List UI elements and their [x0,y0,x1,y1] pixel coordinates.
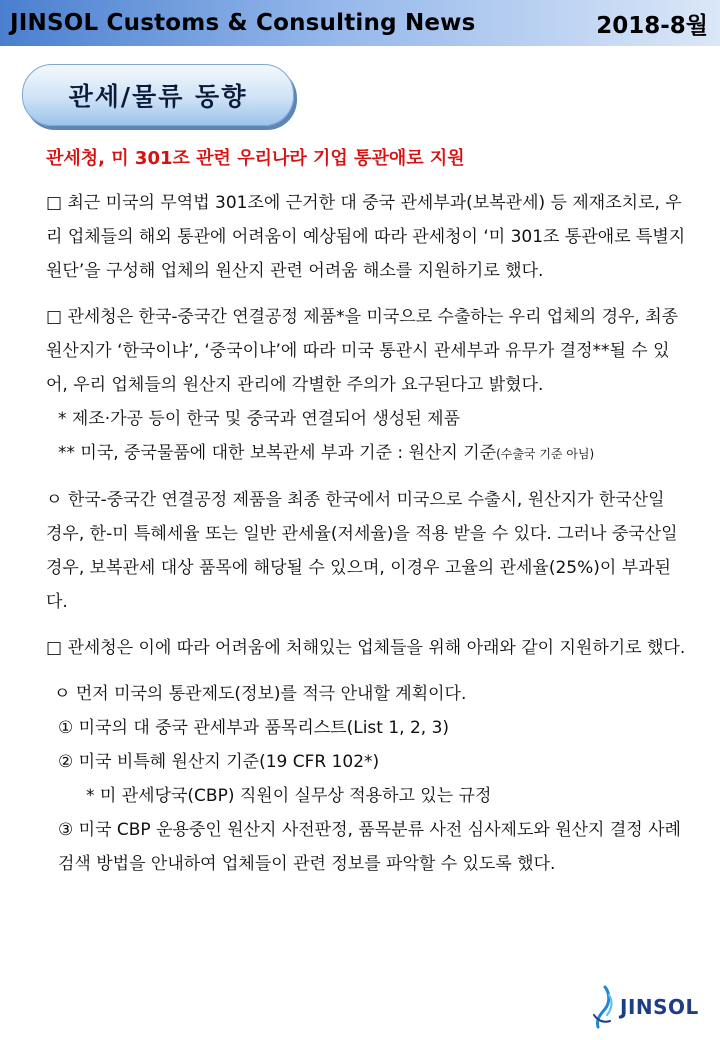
jinsol-logo [588,984,712,1030]
list-item-3: ③ 미국 CBP 운용중인 원산지 사전판정, 품목분류 사전 심사제도와 원산지 결정 사례 검색 방법을 안내하여 업체들이 관련 정보를 파악할 수 있도록 했다. [58,820,681,874]
paragraph-1: □ 최근 미국의 무역법 301조에 근거한 대 중국 관세부과(보복관세) 등 제재조치로, 우리 업체들의 해외 통관에 어려움이 예상됨에 따라 관세청이 ‘미 301조 통관애로 특별지원단’을 구성해 업체의 원산지 관련 어려움 해소를 지원하기로 했다. [46,193,686,281]
issue-date: 2018-8월 [596,12,708,39]
paragraph-3: ㅇ 한국-중국간 연결공정 제품을 최종 한국에서 미국으로 수출시, 원산지가 한국산일 경우, 한-미 특혜세율 또는 일반 관세율(저세율)을 적용 받을 수 있다. 그러나 중국산일 경우, 보복관세 대상 품목에 해당될 수 있으며, 이경우 고율의 관세율(25%)이 부과된다. [46,490,678,612]
article-body [46,142,686,881]
footnote-2 [46,436,686,471]
newsletter-title: JINSOL Customs & Consulting News [10,10,476,36]
section-badge-label: 관세/물류 동향 [68,82,248,111]
jinsol-logo-icon [588,985,618,1029]
list-item-1: ① 미국의 대 중국 관세부과 품목리스트(List 1, 2, 3) [58,718,450,738]
footnote-2-small: (수출국 기준 아님) [496,447,595,461]
paragraph-2: □ 관세청은 한국-중국간 연결공정 제품*을 미국으로 수출하는 우리 업체의 경우, 최종 원산지가 ‘한국이냐’, ‘중국이냐’에 따라 미국 통관시 관세부과 유무가 결정**될 수 있어, 우리 업체들의 원산지 관리에 각별한 주의가 요구된다고 밝혔다. [46,307,679,395]
section-badge [22,64,294,126]
list-item-2: ② 미국 비특혜 원산지 기준(19 CFR 102*) [58,752,380,772]
paragraph-4: □ 관세청은 이에 따라 어려움에 처해있는 업체들을 위해 아래와 같이 지원하기로 했다. [46,638,686,658]
list-item-2-note: * 미 관세당국(CBP) 직원이 실무상 적용하고 있는 규정 [86,786,492,806]
footnote-2-main: ** 미국, 중국물품에 대한 보복관세 부과 기준 : 원산지 기준 [58,443,497,463]
footnote-1: * 제조·가공 등이 한국 및 중국과 연결되어 생성된 제품 [58,409,460,429]
jinsol-logo-text: JINSOL [620,995,699,1019]
article-headline: 관세청, 미 301조 관련 우리나라 기업 통관애로 지원 [46,148,465,169]
paragraph-5: ㅇ 먼저 미국의 통관제도(정보)를 적극 안내할 계획이다. [54,684,467,704]
newsletter-header [0,0,720,46]
